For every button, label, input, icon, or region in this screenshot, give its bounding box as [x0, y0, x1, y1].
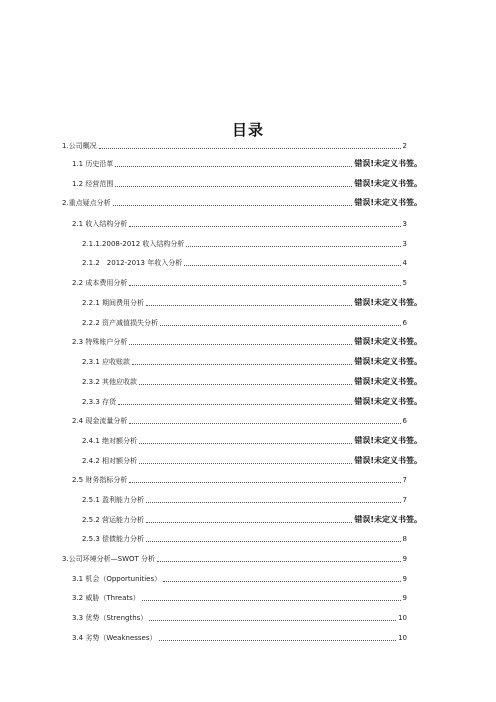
toc-entry-label: 2.5.2 营运能力分析 — [82, 516, 145, 524]
toc-entry-label: 1.2 经营范围 — [72, 180, 114, 188]
toc-entry-label: 3.公司环境分析—SWOT 分析 — [62, 555, 156, 563]
toc-entry-2[interactable] — [62, 197, 422, 209]
toc-entry-1-1[interactable] — [72, 158, 422, 170]
toc-entry-label: 3.3 优势（Strengths） — [72, 614, 148, 622]
toc-leader-dots — [146, 522, 352, 523]
toc-leader-dots — [132, 364, 352, 365]
toc-entry-2-2-1[interactable] — [82, 297, 422, 309]
toc-entry-page-error: 错误!未定义书签。 — [354, 397, 422, 406]
toc-entry-2-2[interactable] — [72, 277, 407, 289]
toc-entry-2-4-1[interactable] — [82, 435, 422, 447]
toc-entry-label: 2.4.2 相对额分析 — [82, 457, 138, 465]
toc-entry-2-5-2[interactable] — [82, 514, 422, 526]
toc-entry-page: 9 — [402, 575, 407, 583]
toc-entry-page-error: 错误!未定义书签。 — [354, 456, 422, 465]
toc-entry-3-4[interactable] — [72, 632, 407, 644]
toc-entry-2-4-2[interactable] — [82, 455, 422, 467]
toc-leader-dots — [146, 502, 400, 503]
toc-leader-dots — [157, 561, 400, 562]
toc-leader-dots — [139, 443, 352, 444]
toc-entry-label: 2.1.2 2012-2013 年收入分析 — [82, 259, 183, 267]
toc-entry-page: 2 — [402, 142, 407, 150]
toc-entry-label: 1.1 历史沿革 — [72, 160, 114, 168]
toc-leader-dots — [146, 305, 352, 306]
toc-entry-page: 6 — [402, 417, 407, 425]
toc-entry-page: 10 — [398, 634, 407, 642]
toc-entry-label: 2.1.1.2008-2012 收入结构分析 — [82, 240, 185, 248]
toc-entry-2-1-2[interactable] — [82, 257, 407, 269]
toc-entry-label: 2.重点疑点分析 — [62, 199, 111, 207]
toc-entry-page: 8 — [402, 535, 407, 543]
toc-entry-3[interactable] — [62, 553, 407, 565]
toc-entry-page: 6 — [402, 319, 407, 327]
toc-entry-page: 3 — [402, 240, 407, 248]
toc-entry-1-2[interactable] — [72, 178, 422, 190]
toc-entry-page: 9 — [402, 555, 407, 563]
toc-entry-2-3-3[interactable] — [82, 396, 422, 408]
toc-entry-1[interactable] — [62, 140, 407, 152]
toc-entry-label: 2.3.2 其他应收款 — [82, 378, 138, 386]
toc-entry-label: 3.1 机会（Opportunities） — [72, 575, 162, 583]
toc-entry-page-error: 错误!未定义书签。 — [354, 377, 422, 386]
toc-leader-dots — [129, 226, 400, 227]
toc-entry-page-error: 错误!未定义书签。 — [354, 198, 422, 207]
toc-leader-dots — [139, 463, 352, 464]
toc-leader-dots — [129, 423, 400, 424]
toc-entry-2-3-2[interactable] — [82, 376, 422, 388]
toc-entry-page-error: 错误!未定义书签。 — [354, 179, 422, 188]
toc-entry-label: 2.2.1 期间费用分析 — [82, 299, 145, 307]
toc-leader-dots — [159, 640, 397, 641]
toc-leader-dots — [99, 148, 401, 149]
toc-leader-dots — [163, 581, 400, 582]
toc-entry-page: 4 — [402, 259, 407, 267]
toc-leader-dots — [142, 600, 401, 601]
toc-title: 目录 — [231, 121, 264, 139]
toc-entry-2-2-2[interactable] — [82, 317, 407, 329]
toc-leader-dots — [129, 344, 352, 345]
toc-entry-page: 5 — [402, 279, 407, 287]
toc-entry-2-5-1[interactable] — [82, 494, 407, 506]
toc-entry-label: 2.2.2 资产减值损失分析 — [82, 319, 159, 327]
toc-entry-label: 2.3.1 应收账款 — [82, 358, 131, 366]
toc-entry-label: 2.5.1 盈利能力分析 — [82, 496, 145, 504]
toc-entry-page-error: 错误!未定义书签。 — [354, 515, 422, 524]
toc-entry-2-3-1[interactable] — [82, 356, 422, 368]
toc-entry-label: 2.4.1 绝对额分析 — [82, 437, 138, 445]
toc-entry-3-1[interactable] — [72, 573, 407, 585]
toc-leader-dots — [160, 325, 400, 326]
toc-entry-page-error: 错误!未定义书签。 — [354, 357, 422, 366]
toc-leader-dots — [149, 620, 396, 621]
toc-entry-label: 2.5 财务指标分析 — [72, 476, 128, 484]
toc-entry-label: 3.4 劣势（Weaknesses） — [72, 634, 157, 642]
toc-entry-page-error: 错误!未定义书签。 — [354, 159, 422, 168]
toc-entry-label: 3.2 威胁（Threats） — [72, 594, 140, 602]
toc-entry-label: 2.3 特殊账户分析 — [72, 338, 128, 346]
toc-leader-dots — [115, 186, 352, 187]
toc-leader-dots — [115, 166, 352, 167]
toc-entry-label: 1.公司概况 — [62, 142, 97, 150]
toc-entry-page-error: 错误!未定义书签。 — [354, 436, 422, 445]
toc-entry-label: 2.2 成本费用分析 — [72, 279, 128, 287]
toc-leader-dots — [139, 384, 352, 385]
toc-leader-dots — [118, 404, 352, 405]
toc-entry-page: 7 — [402, 476, 407, 484]
toc-leader-dots — [146, 541, 400, 542]
toc-entry-label: 2.3.3 存货 — [82, 398, 117, 406]
toc-entry-page: 3 — [402, 220, 407, 228]
toc-entry-3-2[interactable] — [72, 592, 407, 604]
toc-entry-label: 2.5.3 偿债能力分析 — [82, 535, 145, 543]
toc-leader-dots — [113, 205, 353, 206]
toc-leader-dots — [184, 265, 400, 266]
toc-entry-2-4[interactable] — [72, 415, 407, 427]
toc-entry-2-1-1[interactable] — [82, 238, 407, 250]
toc-entry-2-5[interactable] — [72, 474, 407, 486]
toc-entry-label: 2.1 收入结构分析 — [72, 220, 128, 228]
toc-entry-2-1[interactable] — [72, 218, 407, 230]
toc-entry-page: 7 — [402, 496, 407, 504]
toc-entry-page: 10 — [398, 614, 407, 622]
toc-entry-page-error: 错误!未定义书签。 — [354, 337, 422, 346]
toc-entry-label: 2.4 现金流量分析 — [72, 417, 128, 425]
toc-entry-page-error: 错误!未定义书签。 — [354, 298, 422, 307]
toc-entry-2-3[interactable] — [72, 336, 422, 348]
toc-leader-dots — [129, 482, 400, 483]
toc-entry-3-3[interactable] — [72, 612, 407, 624]
toc-entry-page: 9 — [402, 594, 407, 602]
toc-entry-2-5-3[interactable] — [82, 533, 407, 545]
toc-leader-dots — [129, 285, 400, 286]
toc-leader-dots — [186, 246, 400, 247]
